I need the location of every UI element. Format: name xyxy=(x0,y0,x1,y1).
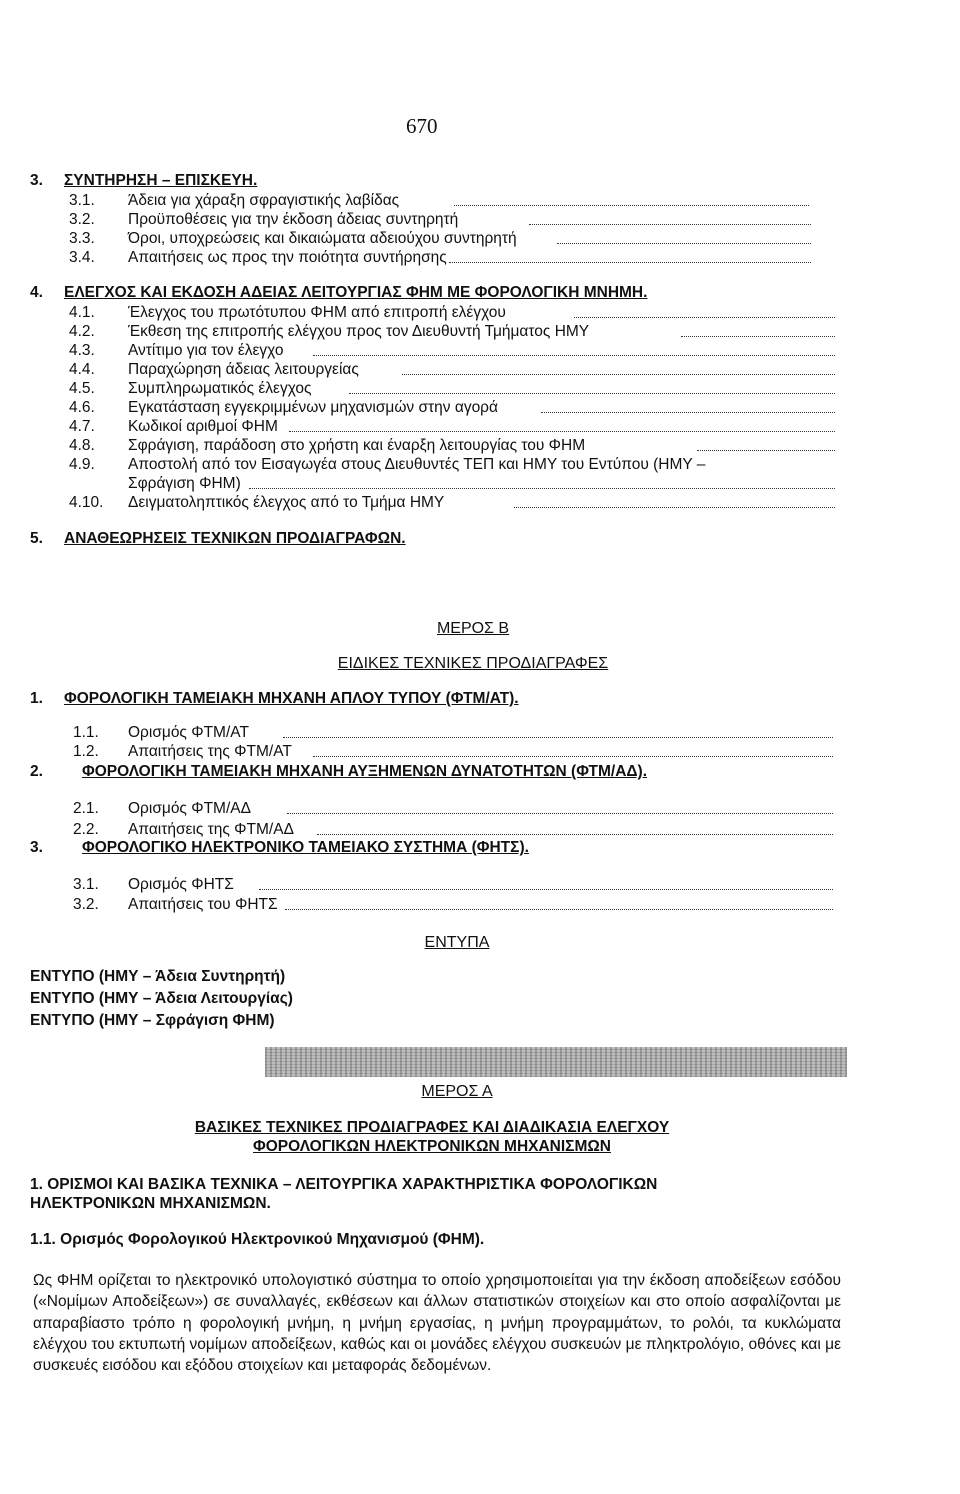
part-a-title-line1: ΒΑΣΙΚΕΣ ΤΕΧΝΙΚΕΣ ΠΡΟΔΙΑΓΡΑΦΕΣ ΚΑΙ ΔΙΑΔΙΚΑΣΙΑ ΕΛΕΓΧΟΥ xyxy=(194,1119,670,1136)
leader-dots xyxy=(285,908,833,910)
page-number: 670 xyxy=(406,114,438,138)
document-page: 670 3. ΣΥΝΤΗΡΗΣΗ – ΕΠΙΣΚΕΥΗ. 3.1. Άδεια για χάραξη σφραγιστικής λαβίδας 3.2. Προϋποθέσεις για την έκδοση άδειας συντηρητή 3.3. Όροι, υποχρεώσεις και δικαιώματα αδειούχου συντηρητή 3.4. Απαιτήσεις ως προς την ποιότητα συντήρησης 4. ΕΛΕΓΧΟΣ ΚΑΙ ΕΚΔΟΣΗ ΑΔΕΙΑΣ ΛΕΙΤΟΥΡΓΙΑΣ ΦΗΜ ΜΕ ΦΟΡΟΛΟΓΙΚΗ ΜΝΗΜΗ. 4.1. Έλεγχος του πρωτότυπου ΦΗΜ από επιτροπή ελέγχου 4.2. Έκθεση της επιτροπής ελέγχου προς τον Διευθυντή Τμήματος ΗΜΥ 4.3. Αντίτιμο για τον έλεγχο 4.4. Παραχώρηση άδειας λειτουργείας 4.5. Συμπληρωματικός έλεγχος 4.6. Εγκατάσταση εγγεκριμμένων μηχανισμών στην αγορά 4.7. Κωδικοί αριθμοί ΦΗΜ 4.8. Σφράγιση, παράδοση στο χρήστη και έναρξη λειτουργίας του ΦΗΜ 4.9. Αποστολή από τον Εισαγωγέα στους Διευθυντές ΤΕΠ και ΗΜΥ του Εντύπου (ΗΜΥ – Σφράγιση ΦΗΜ) 4.10. Δειγματοληπτικός έλεγχος από το Τμήμα ΗΜΥ 5. ΑΝΑΘΕΩΡΗΣΕΙΣ ΤΕΧΝΙΚΩΝ ΠΡΟΔΙΑΓΡΑΦΩΝ. ΜΕΡΟΣ Β ΕΙΔΙΚΕΣ ΤΕΧΝΙΚΕΣ ΠΡΟΔΙΑΓΡΑΦΕΣ 1. ΦΟΡΟΛΟΓΙΚΗ ΤΑΜΕΙΑΚΗ ΜΗΧΑΝΗ ΑΠΛΟΥ ΤΥΠΟΥ (ΦΤΜ/ΑΤ). 1.1. Ορισμός ΦΤΜ/ΑΤ 1.2. Απαιτήσεις της ΦΤΜ/ΑΤ 2. ΦΟΡΟΛΟΓΙΚΗ ΤΑΜΕΙΑΚΗ ΜΗΧΑΝΗ ΑΥΞΗΜΕΝΩΝ ΔΥΝΑΤΟΤΗΤΩΝ (ΦΤΜ/ΑΔ). 2.1. Ορισμός ΦΤΜ/ΑΔ 2.2. Απαιτήσεις της ΦΤΜ/ΑΔ 3. ΦΟΡΟΛΟΓΙΚΟ ΗΛΕΚΤΡΟΝΙΚΟ ΤΑΜΕΙΑΚΟ ΣΥΣΤΗΜΑ (ΦΗΤΣ). 3.1. Ορισμός ΦΗΤΣ 3.2. Απαιτήσεις του ΦΗΤΣ ΕΝΤΥΠΑ ΕΝΤΥΠΟ (ΗΜΥ – Άδεια Συντηρητή) ΕΝΤΥΠΟ (ΗΜΥ – Άδεια Λειτουργίας) ΕΝΤΥΠΟ (ΗΜΥ – Σφράγιση ΦΗΜ) ΜΕΡΟΣ Α ΒΑΣΙΚΕΣ ΤΕΧΝΙΚΕΣ ΠΡΟΔΙΑΓΡΑΦΕΣ ΚΑΙ ΔΙΑΔΙΚΑΣΙΑ ΕΛΕΓΧΟΥ ΦΟΡΟΛΟΓΙΚΩΝ ΗΛΕΚΤΡΟΝΙΚΩΝ ΜΗΧΑΝΙΣΜΩΝ 1. ΟΡΙΣΜΟΙ ΚΑΙ ΒΑΣΙΚΑ ΤΕΧΝΙΚΑ – ΛΕΙΤΟΥΡΓΙΚΑ ΧΑΡΑΚΤΗΡΙΣΤΙΚΑ ΦΟΡΟΛΟΓΙΚΩΝ ΗΛΕΚΤΡΟΝΙΚΩΝ ΜΗΧΑΝΙΣΜΩΝ. 1.1. Ορισμός Φορολογικού Ηλεκτρονικού Μηχανισμού (ΦΗΜ). Ως ΦΗΜ ορίζεται το ηλεκτρονικό υπολογιστικό σύστημα το οποίο χρησιμοποιείται για την έκδοση αποδείξεων εσόδου («Νομίμων Αποδείξεων») σε συναλλαγές, εκθέσεων και άλλων στατιστικών στοιχείων και στο οποίο ασφαλίζονται με απαραβίαστο τρόπο η φορολογική μνήμη, η μνήμη εργασίας, η μνήμη προγραμμάτων, το ρολόι, τα κυκλώματα ελέγχου του εκτυπωτή νομίμων αποδείξεων, καθώς και οι μονάδες ελέγχου συσκευών με πληκτρολόγιο, οθόνες και με συσκευές εισόδου και εξόδου στοιχείων και μεταφοράς δεδομένων. xyxy=(0,0,960,1494)
paragraph-text: Ως ΦΗΜ ορίζεται το ηλεκτρονικό υπολογιστικό σύστημα το οποίο χρησιμοποιείται για την έκδοση αποδείξεων εσόδου («Νομίμων Αποδείξεων») σε συναλλαγές, εκθέσεων και άλλων στατιστικών στοιχείων και στο οποίο ασφαλίζονται με απαραβίαστο τρόπο η φορολογική μνήμη, η μνήμη εργασίας, η μνήμη προγραμμάτων, το ρολόι, τα κυκλώματα ελέγχου του εκτυπωτή νομίμων αποδείξεων, καθώς και οι μονάδες ελέγχου συσκευών με πληκτρολόγιο, οθόνες και με συσκευές εισόδου και εξόδου στοιχείων και μεταφοράς δεδομένων. xyxy=(33,1272,841,1375)
leader-dots xyxy=(529,223,811,225)
definition-paragraph xyxy=(33,1270,841,1376)
toc-section-4-title: ΕΛΕΓΧΟΣ ΚΑΙ ΕΚΔΟΣΗ ΑΔΕΙΑΣ ΛΕΙΤΟΥΡΓΙΑΣ ΦΗΜ ΜΕ ΦΟΡΟΛΟΓΙΚΗ ΜΝΗΜΗ. xyxy=(64,284,648,301)
part-a-heading: ΜΕΡΟΣ Α xyxy=(421,1083,493,1100)
leader-dots xyxy=(454,204,809,206)
leader-dots xyxy=(317,833,833,835)
part-b-heading: ΜΕΡΟΣ Β xyxy=(436,620,510,637)
leader-dots xyxy=(313,755,833,757)
toc-section-5-title: ΑΝΑΘΕΩΡΗΣΕΙΣ ΤΕΧΝΙΚΩΝ ΠΡΟΔΙΑΓΡΑΦΩΝ. xyxy=(64,530,406,547)
leader-dots xyxy=(574,316,835,318)
part-a-title-line2: ΦΟΡΟΛΟΓΙΚΩΝ ΗΛΕΚΤΡΟΝΙΚΩΝ ΜΗΧΑΝΙΣΜΩΝ xyxy=(253,1138,611,1155)
leader-dots xyxy=(681,335,835,337)
leader-dots xyxy=(449,261,811,263)
leader-dots xyxy=(313,354,835,356)
scan-band xyxy=(265,1047,847,1077)
leader-dots xyxy=(557,242,811,244)
leader-dots xyxy=(402,373,835,375)
part-b-subheading: ΕΙΔΙΚΕΣ ΤΕΧΝΙΚΕΣ ΠΡΟΔΙΑΓΡΑΦΕΣ xyxy=(337,655,609,672)
toc-section-3-title: ΣΥΝΤΗΡΗΣΗ – ΕΠΙΣΚΕΥΗ. xyxy=(64,172,258,189)
leader-dots xyxy=(697,449,835,451)
forms-heading: ΕΝΤΥΠΑ xyxy=(424,934,490,951)
leader-dots xyxy=(259,888,833,890)
leader-dots xyxy=(289,430,835,432)
leader-dots xyxy=(541,411,835,413)
leader-dots xyxy=(287,812,833,814)
leader-dots xyxy=(514,506,835,508)
leader-dots xyxy=(349,392,835,394)
leader-dots xyxy=(283,736,833,738)
leader-dots xyxy=(249,487,835,489)
